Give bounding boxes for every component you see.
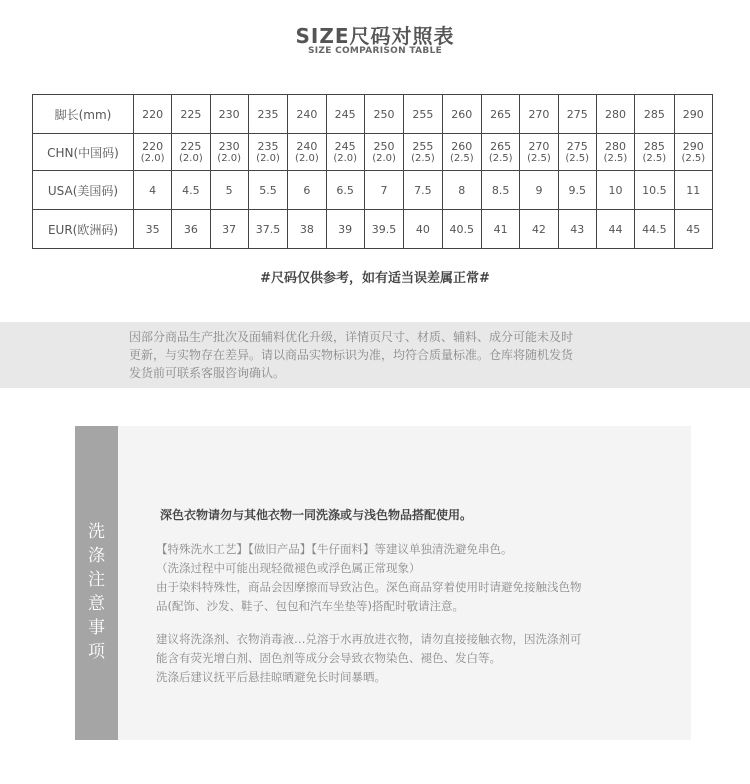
table-row-foot-length — [33, 95, 713, 134]
usa-cell: 9 — [520, 171, 558, 210]
chn-size-sub: (2.5) — [411, 152, 435, 164]
chn-size-value: 275 — [566, 139, 588, 153]
foot-length-cell: 285 — [635, 95, 674, 134]
usa-cell: 5.5 — [248, 171, 287, 210]
chn-cell — [558, 134, 596, 171]
size-note: #尺码仅供参考，如有适当误差属正常# — [260, 271, 490, 286]
foot-length-cell: 220 — [134, 95, 172, 134]
eur-cell: 42 — [520, 210, 558, 249]
chn-size-value: 240 — [296, 139, 318, 153]
eur-cell: 37 — [210, 210, 248, 249]
size-comparison-table — [32, 94, 713, 249]
chn-cell — [326, 134, 364, 171]
chn-size-sub: (2.5) — [603, 152, 628, 164]
chn-size-sub: (2.0) — [217, 152, 242, 164]
usa-cell: 9.5 — [558, 171, 596, 210]
chn-size-value: 220 — [142, 139, 164, 153]
table-row-chn — [33, 134, 713, 171]
usa-cell: 4 — [134, 171, 172, 210]
chn-size-value: 230 — [218, 139, 240, 153]
foot-length-cell: 275 — [558, 95, 596, 134]
chn-size-sub: (2.0) — [333, 152, 358, 164]
chn-size-sub: (2.5) — [488, 152, 513, 164]
chn-size-value: 280 — [604, 139, 626, 153]
chn-size-value: 290 — [682, 139, 704, 153]
eur-cell: 41 — [482, 210, 520, 249]
care-paragraph-1 — [156, 540, 661, 616]
foot-length-cell: 245 — [326, 95, 364, 134]
chn-size-sub: (2.0) — [179, 152, 203, 164]
chn-cell — [134, 134, 172, 171]
usa-cell: 11 — [674, 171, 712, 210]
eur-cell: 39 — [326, 210, 364, 249]
disclaimer-line: 因部分商品生产批次及面辅料优化升级，详情页尺寸、材质、辅料、成分可能未及时 — [129, 330, 574, 344]
chn-size-sub: (2.5) — [527, 152, 551, 164]
usa-cell: 8 — [442, 171, 481, 210]
chn-size-sub: (2.0) — [140, 152, 165, 164]
usa-cell: 8.5 — [482, 171, 520, 210]
chn-size-sub: (2.5) — [642, 152, 667, 164]
eur-cell: 44.5 — [635, 210, 674, 249]
row-label-usa: USA(美国码) — [33, 171, 134, 210]
chn-size-sub: (2.5) — [565, 152, 590, 164]
row-label-eur: EUR(欧洲码) — [33, 210, 134, 249]
foot-length-cell: 265 — [482, 95, 520, 134]
usa-cell: 7.5 — [404, 171, 442, 210]
foot-length-cell: 280 — [596, 95, 634, 134]
eur-cell: 40 — [404, 210, 442, 249]
chn-size-value: 260 — [451, 139, 473, 153]
chn-size-sub: (2.0) — [295, 152, 319, 164]
chn-cell — [210, 134, 248, 171]
chn-cell — [172, 134, 210, 171]
eur-cell: 37.5 — [248, 210, 287, 249]
usa-cell: 10 — [596, 171, 634, 210]
chn-size-value: 270 — [528, 139, 550, 153]
chn-size-sub: (2.0) — [372, 152, 396, 164]
chn-size-value: 245 — [334, 139, 356, 153]
care-line: 【特殊洗水工艺】【做旧产品】【牛仔面料】等建议单独清洗避免串色。 — [156, 542, 513, 556]
foot-length-cell: 240 — [288, 95, 326, 134]
usa-cell: 6.5 — [326, 171, 364, 210]
row-label-chn: CHN(中国码) — [33, 134, 134, 171]
care-line: 由于染料特殊性，商品会因摩擦而导致沾色。深色商品穿着使用时请避免接触浅色物 — [156, 580, 582, 594]
disclaimer-line: 发货前可联系客服咨询确认。 — [129, 366, 286, 380]
chn-cell — [674, 134, 712, 171]
chn-size-sub: (2.5) — [449, 152, 474, 164]
chn-size-sub: (2.0) — [256, 152, 280, 164]
care-side-label: 洗 涤 注 意 事 项 — [88, 522, 105, 662]
table-row-usa — [33, 171, 713, 210]
chn-size-value: 255 — [412, 139, 434, 153]
chn-size-value: 250 — [373, 139, 395, 153]
chn-cell — [635, 134, 674, 171]
chn-size-value: 225 — [180, 139, 202, 153]
eur-cell: 45 — [674, 210, 712, 249]
foot-length-cell: 290 — [674, 95, 712, 134]
page-title: SIZE尺码对照表 — [295, 24, 455, 48]
usa-cell: 6 — [288, 171, 326, 210]
chn-cell — [482, 134, 520, 171]
chn-size-value: 235 — [257, 139, 279, 153]
chn-size-sub: (2.5) — [681, 152, 706, 164]
foot-length-cell: 270 — [520, 95, 558, 134]
eur-cell: 36 — [172, 210, 210, 249]
eur-cell: 44 — [596, 210, 634, 249]
usa-cell: 4.5 — [172, 171, 210, 210]
care-title: 深色衣物请勿与其他衣物一同洗涤或与浅色物品搭配使用。 — [160, 508, 473, 522]
eur-cell: 38 — [288, 210, 326, 249]
chn-cell — [442, 134, 481, 171]
foot-length-cell: 260 — [442, 95, 481, 134]
chn-cell — [404, 134, 442, 171]
chn-size-value: 265 — [490, 139, 512, 153]
care-line: （洗涤过程中可能出现轻微褪色或浮色属正常现象） — [156, 561, 421, 575]
chn-size-value: 285 — [643, 139, 665, 153]
disclaimer-text — [129, 328, 659, 382]
chn-cell — [288, 134, 326, 171]
foot-length-cell: 255 — [404, 95, 442, 134]
chn-cell — [364, 134, 403, 171]
eur-cell: 40.5 — [442, 210, 481, 249]
usa-cell: 7 — [364, 171, 403, 210]
care-line: 能含有荧光增白剂、固色剂等成分会导致衣物染色、褪色、发白等。 — [156, 651, 501, 665]
care-paragraph-2 — [156, 630, 661, 687]
row-label-foot-length: 脚长(mm) — [33, 95, 134, 134]
eur-cell: 39.5 — [364, 210, 403, 249]
foot-length-cell: 225 — [172, 95, 210, 134]
eur-cell: 35 — [134, 210, 172, 249]
care-line: 建议将洗涤剂、衣物消毒液…兑溶于水再放进衣物，请勿直接接触衣物，因洗涤剂可 — [156, 632, 582, 646]
chn-cell — [520, 134, 558, 171]
foot-length-cell: 235 — [248, 95, 287, 134]
disclaimer-line: 更新，与实物存在差异。请以商品实物标识为准，均符合质量标准。仓库将随机发货 — [129, 348, 574, 362]
chn-cell — [248, 134, 287, 171]
table-row-eur — [33, 210, 713, 249]
usa-cell: 10.5 — [635, 171, 674, 210]
page-subtitle: SIZE COMPARISON TABLE — [307, 46, 443, 56]
chn-cell — [596, 134, 634, 171]
foot-length-cell: 250 — [364, 95, 403, 134]
care-line: 品(配饰、沙发、鞋子、包包和汽车坐垫等)搭配时敬请注意。 — [156, 599, 464, 613]
foot-length-cell: 230 — [210, 95, 248, 134]
care-line: 洗涤后建议抚平后悬挂晾晒避免长时间暴晒。 — [156, 670, 386, 684]
eur-cell: 43 — [558, 210, 596, 249]
usa-cell: 5 — [210, 171, 248, 210]
